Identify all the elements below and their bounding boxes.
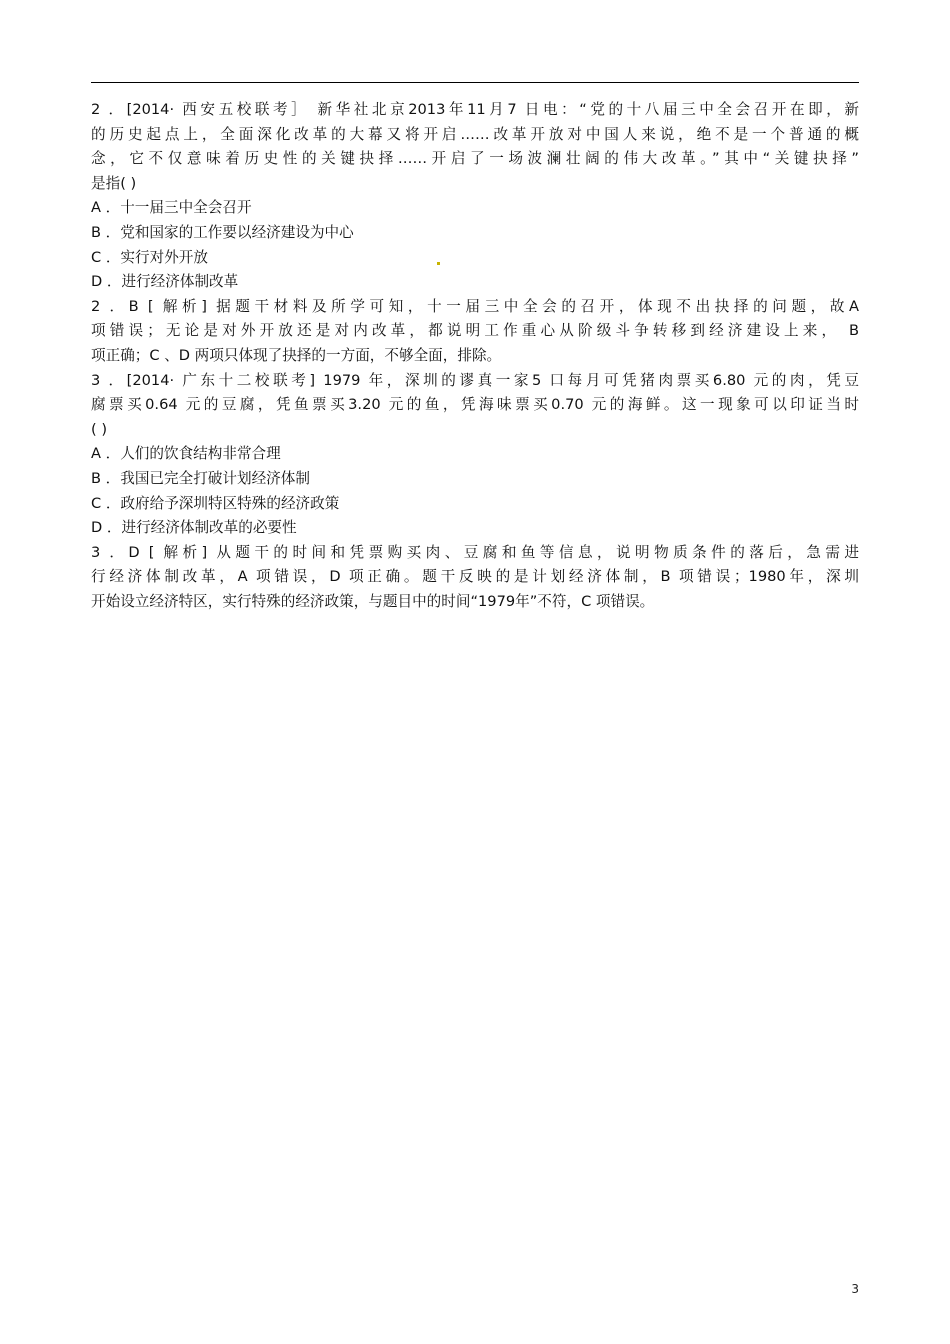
question-3-option-a: A ．人们的饮食结构非常合理 [91,445,281,463]
answer-2-line-2: 项错误；无论是对外开放还是对内改革，都说明工作重心从阶级斗争转移到经济建设上来， B [91,322,859,340]
scan-speck [437,262,440,265]
question-3-line-1: 3 ．[2014· 广东十二校联考] 1979 年，深圳的谬真一家5 口每月可凭猪肉票买6.80 元的肉，凭豆 [91,371,859,389]
question-2-line-4: 是指( ) [91,174,137,192]
answer-3-line-1: 3 ．D [ 解析] 从题干的时间和凭票购买肉、豆腐和鱼等信息，说明物质条件的落后，急需进 [91,543,859,561]
question-3-option-b: B ．我国已完全打破计划经济体制 [91,469,310,487]
question-3-option-d: D ．进行经济体制改革的必要性 [91,519,297,537]
answer-3-line-2: 行经济体制改革，A 项错误，D 项正确。题干反映的是计划经济体制，B 项错误；1980年，深圳 [91,568,859,586]
answer-2-line-1: 2 ．B [ 解析] 据题干材料及所学可知，十一届三中全会的召开，体现不出抉择的问题，故A [91,297,859,315]
page-number: 3 [851,1282,859,1296]
document-body [91,98,859,614]
question-2-option-c: C ．实行对外开放 [91,248,208,266]
question-2-line-3: 念，它不仅意味着历史性的关键抉择……开启了一场波澜壮阔的伟大改革。”其中“关键抉择” [91,150,859,168]
answer-2-line-3: 项正确；C 、D 两项只体现了抉择的一方面，不够全面，排除。 [91,346,502,364]
question-3-line-2: 腐票买0.64 元的豆腐，凭鱼票买3.20 元的鱼，凭海味票买0.70 元的海鲜。这一现象可以印证当时 [91,396,859,414]
question-3-option-c: C ．政府给予深圳特区特殊的经济政策 [91,494,340,512]
header-rule [91,82,859,83]
question-2-option-b: B ．党和国家的工作要以经济建设为中心 [91,223,354,241]
question-3-line-3: ( ) [91,420,108,438]
question-2-line-2: 的历史起点上，全面深化改革的大幕又将开启……改革开放对中国人来说，绝不是一个普通的概 [91,125,859,143]
question-2-line-1: 2 ．[2014· 西安五校联考］ 新华社北京2013年11月7 日电：“党的十八届三中全会召开在即，新 [91,101,859,118]
question-2-option-a: A ．十一届三中全会召开 [91,199,252,217]
question-2-option-d: D ．进行经济体制改革 [91,273,239,291]
answer-3-line-3: 开始设立经济特区，实行特殊的经济政策，与题目中的时间“1979年”不符，C 项错误。 [91,592,655,610]
